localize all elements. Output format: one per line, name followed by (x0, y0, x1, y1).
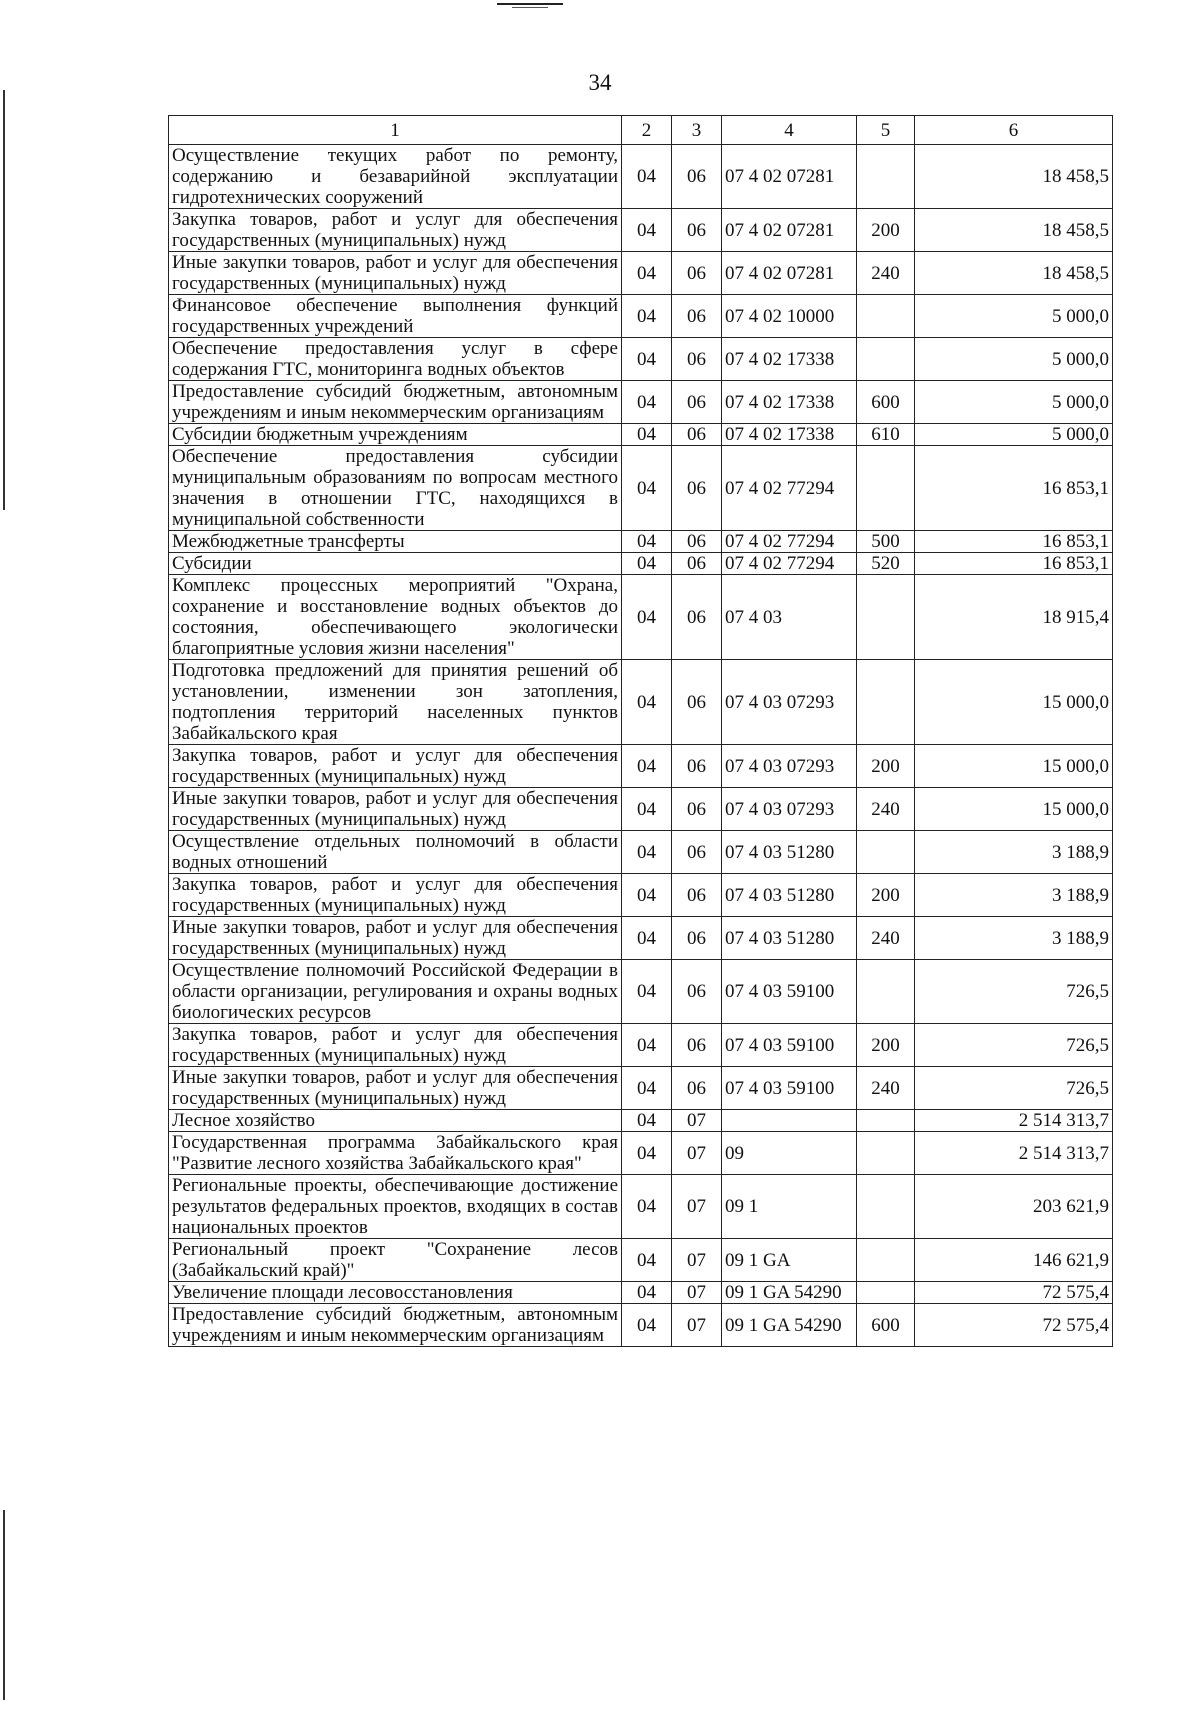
row-subsection: 06 (672, 960, 722, 1024)
row-expense-type (857, 1282, 915, 1304)
row-target-code: 07 4 02 77294 (722, 446, 857, 531)
row-amount: 3 188,9 (915, 831, 1113, 874)
row-name: Региональные проекты, обеспечивающие достижение результатов федеральных проектов, входящих в состав национальных проектов (169, 1175, 622, 1239)
row-name: Субсидии (169, 553, 622, 575)
row-expense-type: 200 (857, 874, 915, 917)
table-header-row (169, 116, 1113, 145)
row-expense-type (857, 1110, 915, 1132)
row-section: 04 (622, 553, 672, 575)
row-target-code: 07 4 03 (722, 575, 857, 660)
row-subsection: 06 (672, 553, 722, 575)
row-expense-type (857, 831, 915, 874)
scan-edge-line-top (3, 90, 5, 510)
row-section: 04 (622, 874, 672, 917)
row-subsection: 06 (672, 745, 722, 788)
row-section: 04 (622, 1175, 672, 1239)
row-target-code: 07 4 03 07293 (722, 745, 857, 788)
row-subsection: 06 (672, 917, 722, 960)
table-row (169, 831, 1113, 874)
row-amount: 726,5 (915, 1024, 1113, 1067)
row-subsection: 06 (672, 295, 722, 338)
row-expense-type (857, 446, 915, 531)
row-amount: 2 514 313,7 (915, 1132, 1113, 1175)
row-subsection: 07 (672, 1110, 722, 1132)
row-target-code: 07 4 02 17338 (722, 381, 857, 424)
row-section: 04 (622, 252, 672, 295)
row-section: 04 (622, 209, 672, 252)
row-expense-type: 240 (857, 788, 915, 831)
row-amount: 5 000,0 (915, 338, 1113, 381)
row-section: 04 (622, 1282, 672, 1304)
row-name: Комплекс процессных мероприятий "Охрана, сохранение и восстановление водных объектов до состояния, обеспечивающего экологически благоприятные условия жизни населения" (169, 575, 622, 660)
row-subsection: 06 (672, 660, 722, 745)
row-subsection: 06 (672, 788, 722, 831)
row-expense-type (857, 960, 915, 1024)
row-expense-type: 240 (857, 1067, 915, 1110)
row-expense-type: 600 (857, 1304, 915, 1347)
row-name: Межбюджетные трансферты (169, 531, 622, 553)
column-header: 1 (169, 116, 622, 145)
row-target-code: 07 4 02 77294 (722, 531, 857, 553)
row-amount: 3 188,9 (915, 874, 1113, 917)
row-target-code: 07 4 02 17338 (722, 338, 857, 381)
scan-artifact-mark-2 (512, 7, 548, 8)
row-subsection: 06 (672, 252, 722, 295)
row-amount: 203 621,9 (915, 1175, 1113, 1239)
row-name: Иные закупки товаров, работ и услуг для обеспечения государственных (муниципальных) нужд (169, 788, 622, 831)
row-amount: 18 458,5 (915, 209, 1113, 252)
row-section: 04 (622, 917, 672, 960)
row-target-code: 07 4 02 07281 (722, 252, 857, 295)
row-target-code: 07 4 03 07293 (722, 788, 857, 831)
table-row (169, 1024, 1113, 1067)
row-subsection: 07 (672, 1132, 722, 1175)
table-row (169, 446, 1113, 531)
row-section: 04 (622, 295, 672, 338)
row-subsection: 06 (672, 209, 722, 252)
row-subsection: 06 (672, 446, 722, 531)
row-name: Обеспечение предоставления услуг в сфере содержания ГТС, мониторинга водных объектов (169, 338, 622, 381)
row-subsection: 06 (672, 874, 722, 917)
row-amount: 5 000,0 (915, 424, 1113, 446)
row-subsection: 06 (672, 831, 722, 874)
row-section: 04 (622, 1304, 672, 1347)
table-row (169, 1067, 1113, 1110)
row-expense-type: 240 (857, 917, 915, 960)
row-section: 04 (622, 1067, 672, 1110)
column-header: 3 (672, 116, 722, 145)
row-name: Закупка товаров, работ и услуг для обеспечения государственных (муниципальных) нужд (169, 1024, 622, 1067)
row-name: Увеличение площади лесовосстановления (169, 1282, 622, 1304)
row-name: Региональный проект "Сохранение лесов (Забайкальский край)" (169, 1239, 622, 1282)
table-row (169, 1110, 1113, 1132)
row-amount: 72 575,4 (915, 1282, 1113, 1304)
row-name: Закупка товаров, работ и услуг для обеспечения государственных (муниципальных) нужд (169, 874, 622, 917)
row-target-code: 07 4 02 77294 (722, 553, 857, 575)
row-target-code: 07 4 03 51280 (722, 874, 857, 917)
row-name: Закупка товаров, работ и услуг для обеспечения государственных (муниципальных) нужд (169, 209, 622, 252)
row-name: Финансовое обеспечение выполнения функций государственных учреждений (169, 295, 622, 338)
row-subsection: 06 (672, 1067, 722, 1110)
row-target-code: 07 4 03 51280 (722, 831, 857, 874)
column-header: 2 (622, 116, 672, 145)
row-target-code (722, 1110, 857, 1132)
row-section: 04 (622, 1110, 672, 1132)
table-row (169, 1175, 1113, 1239)
table-row (169, 745, 1113, 788)
row-target-code: 09 1 GA (722, 1239, 857, 1282)
row-subsection: 07 (672, 1304, 722, 1347)
table-row (169, 424, 1113, 446)
row-target-code: 07 4 02 10000 (722, 295, 857, 338)
row-section: 04 (622, 145, 672, 209)
row-amount: 16 853,1 (915, 531, 1113, 553)
scan-edge-line-bottom (3, 1510, 5, 1700)
row-subsection: 07 (672, 1239, 722, 1282)
row-expense-type: 500 (857, 531, 915, 553)
table-row (169, 1239, 1113, 1282)
column-header: 4 (722, 116, 857, 145)
table-row (169, 252, 1113, 295)
row-amount: 15 000,0 (915, 660, 1113, 745)
row-target-code: 07 4 03 59100 (722, 960, 857, 1024)
row-section: 04 (622, 745, 672, 788)
table-row (169, 874, 1113, 917)
row-amount: 726,5 (915, 1067, 1113, 1110)
row-amount: 5 000,0 (915, 381, 1113, 424)
row-target-code: 09 1 (722, 1175, 857, 1239)
table-row (169, 145, 1113, 209)
row-expense-type (857, 1175, 915, 1239)
row-section: 04 (622, 1024, 672, 1067)
row-expense-type: 520 (857, 553, 915, 575)
row-name: Предоставление субсидий бюджетным, автономным учреждениям и иным некоммерческим организациям (169, 1304, 622, 1347)
row-amount: 18 915,4 (915, 575, 1113, 660)
row-section: 04 (622, 788, 672, 831)
row-expense-type (857, 145, 915, 209)
row-section: 04 (622, 1239, 672, 1282)
table-row (169, 295, 1113, 338)
row-name: Лесное хозяйство (169, 1110, 622, 1132)
row-name: Закупка товаров, работ и услуг для обеспечения государственных (муниципальных) нужд (169, 745, 622, 788)
row-name: Обеспечение предоставления субсидии муниципальным образованиям по вопросам местного значения в отношении ГТС, находящихся в муниципальной собственности (169, 446, 622, 531)
row-amount: 18 458,5 (915, 252, 1113, 295)
row-amount: 16 853,1 (915, 446, 1113, 531)
row-subsection: 07 (672, 1175, 722, 1239)
row-expense-type: 200 (857, 1024, 915, 1067)
row-target-code: 07 4 03 51280 (722, 917, 857, 960)
row-expense-type (857, 1132, 915, 1175)
row-amount: 2 514 313,7 (915, 1110, 1113, 1132)
row-section: 04 (622, 660, 672, 745)
row-expense-type (857, 338, 915, 381)
row-target-code: 07 4 03 07293 (722, 660, 857, 745)
table-row (169, 917, 1113, 960)
row-subsection: 06 (672, 338, 722, 381)
scan-artifact-mark (497, 3, 563, 5)
row-target-code: 09 1 GA 54290 (722, 1304, 857, 1347)
row-target-code: 07 4 02 07281 (722, 145, 857, 209)
row-name: Субсидии бюджетным учреждениям (169, 424, 622, 446)
row-target-code: 07 4 03 59100 (722, 1024, 857, 1067)
row-expense-type (857, 1239, 915, 1282)
row-target-code: 07 4 02 17338 (722, 424, 857, 446)
row-section: 04 (622, 338, 672, 381)
page-number: 34 (588, 70, 612, 95)
budget-table (168, 115, 1113, 1347)
table-row (169, 788, 1113, 831)
table-row (169, 209, 1113, 252)
row-expense-type: 240 (857, 252, 915, 295)
table-row (169, 960, 1113, 1024)
row-name: Иные закупки товаров, работ и услуг для обеспечения государственных (муниципальных) нужд (169, 252, 622, 295)
row-name: Осуществление полномочий Российской Федерации в области организации, регулирования и охраны водных биологических ресурсов (169, 960, 622, 1024)
row-section: 04 (622, 381, 672, 424)
row-target-code: 07 4 03 59100 (722, 1067, 857, 1110)
row-subsection: 06 (672, 531, 722, 553)
row-amount: 5 000,0 (915, 295, 1113, 338)
row-section: 04 (622, 1132, 672, 1175)
row-expense-type: 600 (857, 381, 915, 424)
row-section: 04 (622, 424, 672, 446)
row-name: Осуществление отдельных полномочий в области водных отношений (169, 831, 622, 874)
row-amount: 16 853,1 (915, 553, 1113, 575)
row-amount: 726,5 (915, 960, 1113, 1024)
row-amount: 72 575,4 (915, 1304, 1113, 1347)
row-subsection: 06 (672, 145, 722, 209)
row-subsection: 06 (672, 1024, 722, 1067)
table-row (169, 1132, 1113, 1175)
row-section: 04 (622, 831, 672, 874)
row-amount: 15 000,0 (915, 788, 1113, 831)
table-row (169, 338, 1113, 381)
row-name: Государственная программа Забайкальского края "Развитие лесного хозяйства Забайкальского края" (169, 1132, 622, 1175)
row-expense-type (857, 575, 915, 660)
row-subsection: 06 (672, 381, 722, 424)
row-subsection: 06 (672, 575, 722, 660)
table-row (169, 381, 1113, 424)
row-amount: 146 621,9 (915, 1239, 1113, 1282)
row-target-code: 07 4 02 07281 (722, 209, 857, 252)
table-row (169, 660, 1113, 745)
row-target-code: 09 1 GA 54290 (722, 1282, 857, 1304)
row-section: 04 (622, 960, 672, 1024)
table-body (169, 145, 1113, 1347)
row-target-code: 09 (722, 1132, 857, 1175)
row-section: 04 (622, 446, 672, 531)
row-amount: 18 458,5 (915, 145, 1113, 209)
row-amount: 3 188,9 (915, 917, 1113, 960)
row-amount: 15 000,0 (915, 745, 1113, 788)
row-subsection: 07 (672, 1282, 722, 1304)
table-row (169, 575, 1113, 660)
column-header: 6 (915, 116, 1113, 145)
row-expense-type: 610 (857, 424, 915, 446)
table-row (169, 1304, 1113, 1347)
table-row (169, 531, 1113, 553)
row-section: 04 (622, 575, 672, 660)
column-header: 5 (857, 116, 915, 145)
row-name: Предоставление субсидий бюджетным, автономным учреждениям и иным некоммерческим организациям (169, 381, 622, 424)
row-name: Осуществление текущих работ по ремонту, содержанию и безаварийной эксплуатации гидротехнических сооружений (169, 145, 622, 209)
row-name: Иные закупки товаров, работ и услуг для обеспечения государственных (муниципальных) нужд (169, 917, 622, 960)
row-name: Иные закупки товаров, работ и услуг для обеспечения государственных (муниципальных) нужд (169, 1067, 622, 1110)
row-expense-type (857, 660, 915, 745)
row-expense-type: 200 (857, 745, 915, 788)
table-row (169, 553, 1113, 575)
row-expense-type: 200 (857, 209, 915, 252)
row-name: Подготовка предложений для принятия решений об установлении, изменении зон затопления, подтопления территорий населенных пунктов Забайкальского края (169, 660, 622, 745)
row-expense-type (857, 295, 915, 338)
row-subsection: 06 (672, 424, 722, 446)
table-row (169, 1282, 1113, 1304)
row-section: 04 (622, 531, 672, 553)
